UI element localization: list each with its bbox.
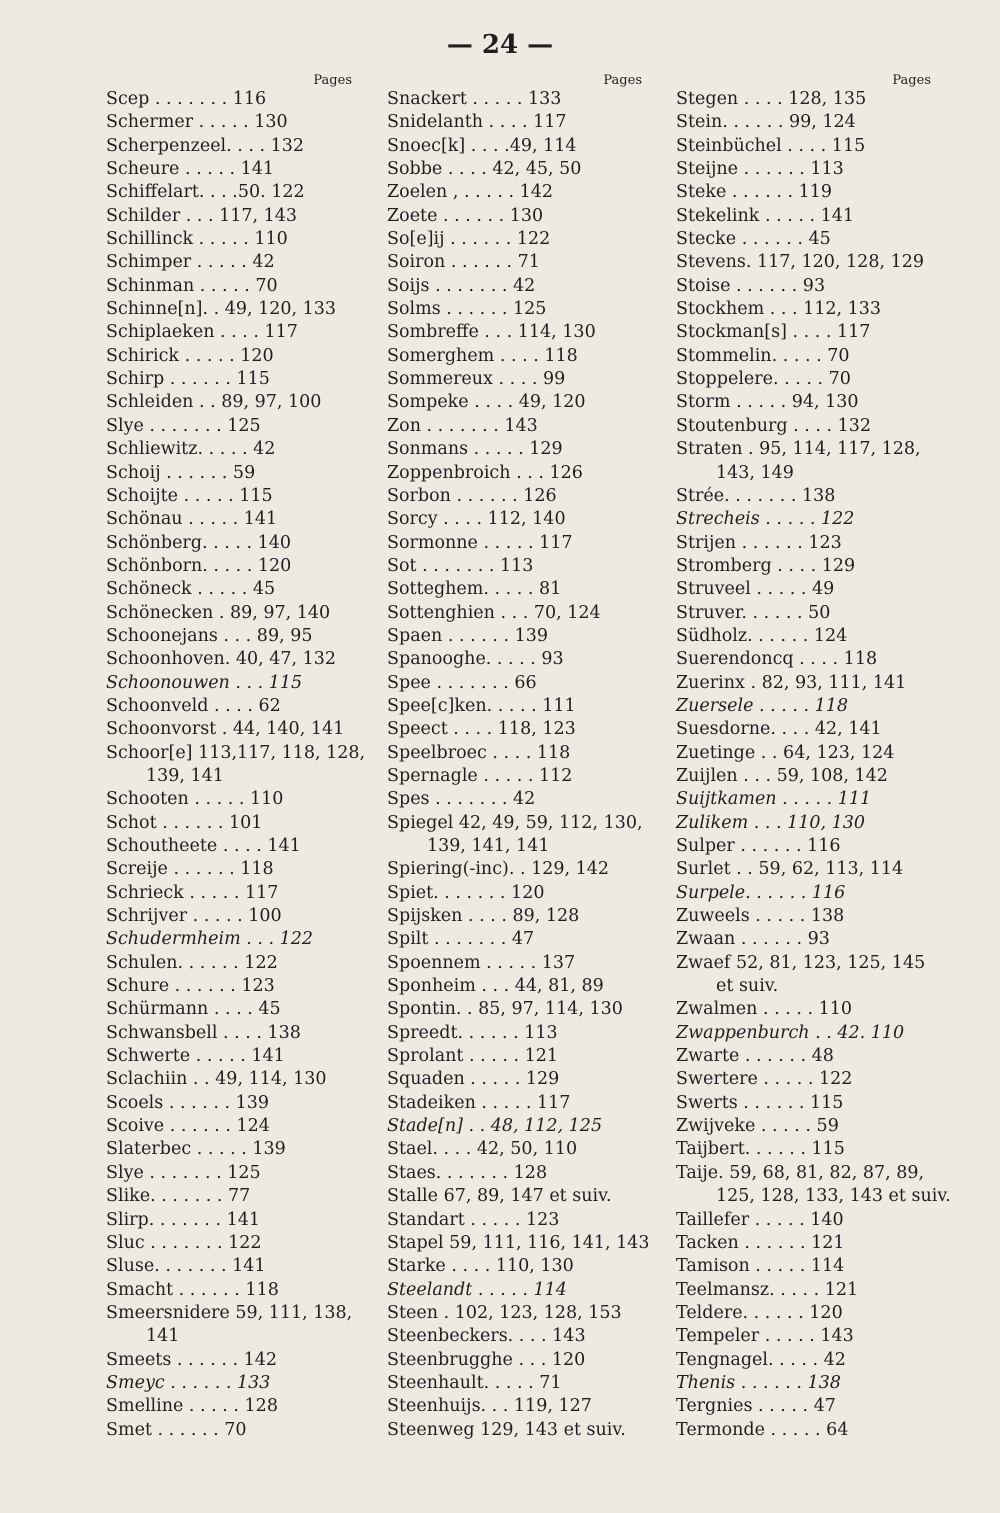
index-entry-continuation: 139, 141 [146, 765, 224, 786]
index-entry: Sottenghien . . . 70, 124 [387, 602, 601, 623]
pages-header: Pages [603, 73, 642, 88]
index-entry: Schürmann . . . . 45 [106, 999, 281, 1020]
index-entry: Slye . . . . . . . 125 [106, 415, 261, 436]
index-entry: So[e]ij . . . . . . 122 [387, 229, 551, 250]
index-entry: Steijne . . . . . . 113 [676, 159, 844, 180]
index-entry: Strée. . . . . . . 138 [676, 485, 836, 506]
index-entry: Schoor[e] 113,117, 118, 128, [106, 742, 366, 763]
index-entry: Sorcy . . . . 112, 140 [387, 509, 566, 530]
index-entry: Zoppenbroich . . . 126 [387, 462, 583, 483]
index-entry: Spiegel 42, 49, 59, 112, 130, [387, 812, 643, 833]
index-entry: Spilt . . . . . . . 47 [387, 929, 535, 950]
index-entry: Sormonne . . . . . 117 [387, 532, 573, 553]
index-column-1 [106, 73, 366, 1442]
index-entry: Steen . 102, 123, 128, 153 [387, 1302, 622, 1323]
index-entry: Stadeiken . . . . . 117 [387, 1092, 571, 1113]
index-entry: Schoonvorst . 44, 140, 141 [106, 719, 345, 740]
index-entry: Zoelen , . . . . . 142 [387, 182, 553, 203]
index-entry: Stevens. 117, 120, 128, 129 [676, 252, 924, 273]
page-number: — 24 — [446, 30, 554, 60]
index-entry: Spiering(-inc). . 129, 142 [387, 859, 609, 880]
index-entry: Teldere. . . . . . 120 [676, 1302, 843, 1323]
index-entry: Stapel 59, 111, 116, 141, 143 [387, 1232, 650, 1253]
entry-list [106, 88, 366, 1442]
index-entry: Steenbrugghe . . . 120 [387, 1349, 586, 1370]
index-entry: Speelbroec . . . . 118 [387, 742, 571, 763]
index-entry: Speect . . . . 118, 123 [387, 719, 576, 740]
index-entry: Zwappenburch . . 42. 110 [676, 1022, 905, 1043]
index-entry: Schirp . . . . . . 115 [106, 369, 270, 390]
index-entry: Tengnagel. . . . . 42 [676, 1349, 846, 1370]
index-entry: Stockman[s] . . . . 117 [676, 322, 871, 343]
index-entry: Steenhuijs. . . 119, 127 [387, 1396, 592, 1417]
index-entry: Schwansbell . . . . 138 [106, 1022, 301, 1043]
index-entry: Sompeke . . . . 49, 120 [387, 392, 586, 413]
index-entry: Spee . . . . . . . 66 [387, 672, 537, 693]
index-entry: Scoels . . . . . . 139 [106, 1092, 269, 1113]
index-entry: Schliewitz. . . . . 42 [106, 439, 276, 460]
index-entry: Stekelink . . . . . 141 [676, 205, 854, 226]
index-entry: Taillefer . . . . . 140 [676, 1209, 844, 1230]
index-entry: Schoonejans . . . 89, 95 [106, 625, 313, 646]
index-entry: Spaen . . . . . . 139 [387, 625, 548, 646]
index-entry: Stael. . . . 42, 50, 110 [387, 1139, 578, 1160]
index-entry: Stein. . . . . . 99, 124 [676, 112, 856, 133]
index-entry: Sombreffe . . . 114, 130 [387, 322, 596, 343]
index-entry: Surlet . . 59, 62, 113, 114 [676, 859, 904, 880]
index-entry: Stegen . . . . 128, 135 [676, 89, 867, 109]
index-entry: Schiplaeken . . . . 117 [106, 322, 298, 343]
index-entry: Schinman . . . . . 70 [106, 275, 278, 296]
index-entry: Surpele. . . . . . 116 [676, 882, 846, 903]
index-entry: Zwalmen . . . . . 110 [676, 999, 852, 1020]
index-entry: Schoijte . . . . . 115 [106, 485, 273, 506]
entry-list [387, 88, 650, 1442]
index-entry: Schulen. . . . . . 122 [106, 952, 278, 973]
index-entry: Termonde . . . . . 64 [676, 1419, 849, 1440]
index-entry: Smeets . . . . . . 142 [106, 1349, 278, 1370]
index-entry: Steelandt . . . . . 114 [387, 1279, 567, 1300]
index-entry: Snackert . . . . . 133 [387, 89, 562, 109]
index-entry: Swertere . . . . . 122 [676, 1069, 853, 1090]
index-entry: Taije. 59, 68, 81, 82, 87, 89, [676, 1162, 925, 1183]
index-entry: Steinbüchel . . . . 115 [676, 135, 866, 156]
index-entry: Strijen . . . . . . 123 [676, 532, 842, 553]
index-entry: Sonmans . . . . . 129 [387, 439, 563, 460]
index-entry: Slirp. . . . . . . 141 [106, 1209, 261, 1230]
index-entry: Schoonouwen . . . 115 [106, 672, 303, 693]
index-entry: Stoppelere. . . . . 70 [676, 369, 851, 390]
index-entry: Schrieck . . . . . 117 [106, 882, 279, 903]
index-entry: Sluc . . . . . . . 122 [106, 1232, 262, 1253]
index-entry: Schiffelart. . . .50. 122 [106, 182, 305, 203]
index-entry: Zwijveke . . . . . 59 [676, 1116, 839, 1137]
index-entry: Snidelanth . . . . 117 [387, 112, 567, 133]
index-entry: Somerghem . . . . 118 [387, 345, 578, 366]
index-entry: Schoutheete . . . . 141 [106, 836, 301, 856]
index-entry: Spanooghe. . . . . 93 [387, 649, 564, 670]
index-entry: Tergnies . . . . . 47 [676, 1396, 836, 1417]
index-entry: Schoonhoven. 40, 47, 132 [106, 649, 337, 670]
index-entry: Schönborn. . . . . 120 [106, 555, 292, 576]
index-entry: Stoutenburg . . . . 132 [676, 415, 871, 436]
index-entry: Stromberg . . . . 129 [676, 555, 856, 576]
index-entry: Storm . . . . . 94, 130 [676, 392, 859, 413]
index-entry: Straten . 95, 114, 117, 128, [676, 439, 921, 460]
index-entry: Sulper . . . . . . 116 [676, 836, 841, 856]
index-entry: Spreedt. . . . . . 113 [387, 1022, 558, 1043]
index-entry: Sprolant . . . . . 121 [387, 1046, 559, 1067]
index-entry: Zulikem . . . 110, 130 [676, 812, 866, 833]
index-entry: Schönberg. . . . . 140 [106, 532, 292, 553]
index-entry: Stommelin. . . . . 70 [676, 345, 850, 366]
index-entry: Spes . . . . . . . 42 [387, 789, 536, 810]
index-entry: Soiron . . . . . . 71 [387, 252, 540, 273]
index-entry: Slaterbec . . . . . 139 [106, 1139, 286, 1160]
index-entry: Starke . . . . 110, 130 [387, 1256, 574, 1277]
index-entry: Strecheis . . . . . 122 [676, 509, 855, 530]
index-entry: Spijsken . . . . 89, 128 [387, 906, 580, 927]
index-entry: Scep . . . . . . . 116 [106, 89, 267, 109]
index-entry: Schot . . . . . . 101 [106, 812, 263, 833]
index-entry: Zuweels . . . . . 138 [676, 906, 845, 927]
index-entry: Soijs . . . . . . . 42 [387, 275, 536, 296]
index-entry: Sot . . . . . . . 113 [387, 555, 534, 576]
index-entry: Schillinck . . . . . 110 [106, 229, 288, 250]
index-entry: Schure . . . . . . 123 [106, 976, 275, 997]
index-entry: Standart . . . . . 123 [387, 1209, 560, 1230]
index-entry: Spernagle . . . . . 112 [387, 765, 573, 786]
index-entry: Zwarte . . . . . . 48 [676, 1046, 834, 1067]
index-entry: Scherpenzeel. . . . 132 [106, 135, 305, 156]
index-entry: Struver. . . . . . 50 [676, 602, 831, 623]
index-entry: Staes. . . . . . . 128 [387, 1162, 548, 1183]
index-entry: Schoij . . . . . . 59 [106, 462, 256, 483]
index-entry: Swerts . . . . . . 115 [676, 1092, 844, 1113]
index-entry: Schrijver . . . . . 100 [106, 906, 282, 927]
index-entry: Steke . . . . . . 119 [676, 182, 833, 203]
index-entry: Schönau . . . . . 141 [106, 509, 278, 530]
index-entry-continuation: 139, 141, 141 [427, 836, 550, 856]
index-entry: Schimper . . . . . 42 [106, 252, 275, 273]
index-entry: Sclachiin . . 49, 114, 130 [106, 1069, 327, 1090]
index-entry: Sluse. . . . . . . 141 [106, 1256, 266, 1277]
index-entry: Smeersnidere 59, 111, 138, [106, 1302, 353, 1323]
index-entry: Zwaan . . . . . . 93 [676, 929, 830, 950]
entry-list [676, 88, 951, 1442]
index-entry: Squaden . . . . . 129 [387, 1069, 560, 1090]
index-entry: Zon . . . . . . . 143 [387, 415, 538, 436]
index-entry: Stoise . . . . . . 93 [676, 275, 826, 296]
index-entry: Sobbe . . . . 42, 45, 50 [387, 159, 582, 180]
index-entry: Thenis . . . . . . 138 [676, 1372, 841, 1393]
index-entry: Tempeler . . . . . 143 [676, 1326, 854, 1347]
index-entry: Sotteghem. . . . . 81 [387, 579, 562, 600]
index-entry: Spee[c]ken. . . . . 111 [387, 695, 576, 716]
index-entry: Sponheim . . . 44, 81, 89 [387, 976, 604, 997]
index-column-3 [676, 73, 951, 1442]
index-entry: Teelmansz. . . . . 121 [676, 1279, 859, 1300]
index-entry: Steenweg 129, 143 et suiv. [387, 1419, 626, 1440]
index-entry: Stalle 67, 89, 147 et suiv. [387, 1186, 612, 1207]
index-entry: Schermer . . . . . 130 [106, 112, 288, 133]
index-entry: Schooten . . . . . 110 [106, 789, 284, 810]
pages-header: Pages [313, 73, 352, 88]
index-entry: Suesdorne. . . . 42, 141 [676, 719, 882, 740]
index-entry: Schudermheim . . . 122 [106, 929, 314, 950]
index-entry: Zuerinx . 82, 93, 111, 141 [676, 672, 907, 693]
pages-header: Pages [892, 73, 931, 88]
index-entry-continuation: 141 [146, 1326, 180, 1347]
index-entry: Schilder . . . 117, 143 [106, 205, 298, 226]
index-entry: Schöneck . . . . . 45 [106, 579, 276, 600]
index-entry: Suerendoncq . . . . 118 [676, 649, 878, 670]
index-entry: Zuersele . . . . . 118 [676, 695, 849, 716]
index-entry: Smeyc . . . . . . 133 [106, 1372, 271, 1393]
index-entry: Slye . . . . . . . 125 [106, 1162, 261, 1183]
index-entry: Struveel . . . . . 49 [676, 579, 835, 600]
index-entry: Schleiden . . 89, 97, 100 [106, 392, 322, 413]
index-entry: Zuetinge . . 64, 123, 124 [676, 742, 895, 763]
index-entry: Stockhem . . . 112, 133 [676, 299, 882, 320]
index-entry: Stade[n] . . 48, 112, 125 [387, 1116, 603, 1137]
index-entry-continuation: 143, 149 [716, 462, 794, 483]
index-entry: Schoonveld . . . . 62 [106, 695, 281, 716]
index-entry: Steenhault. . . . . 71 [387, 1372, 562, 1393]
index-column-2 [387, 73, 650, 1442]
index-entry: Solms . . . . . . 125 [387, 299, 547, 320]
index-entry: Smacht . . . . . . 118 [106, 1279, 279, 1300]
index-entry: Slike. . . . . . . 77 [106, 1186, 251, 1207]
index-entry: Taijbert. . . . . . 115 [676, 1139, 845, 1160]
index-entry: Spoennem . . . . . 137 [387, 952, 576, 973]
index-entry: Smelline . . . . . 128 [106, 1396, 278, 1417]
index-entry: Schönecken . 89, 97, 140 [106, 602, 331, 623]
index-entry: Sommereux . . . . 99 [387, 369, 566, 390]
index-entry: Scoive . . . . . . 124 [106, 1116, 270, 1137]
index-entry: Smet . . . . . . 70 [106, 1419, 247, 1440]
index-entry: Schinne[n]. . 49, 120, 133 [106, 299, 337, 320]
index-entry: Zwaef 52, 81, 123, 125, 145 [676, 952, 926, 973]
index-entry-continuation: 125, 128, 133, 143 et suiv. [716, 1186, 951, 1207]
index-entry: Stecke . . . . . . 45 [676, 229, 831, 250]
index-entry: Suijtkamen . . . . . 111 [676, 789, 872, 810]
index-entry: Snoec[k] . . . .49, 114 [387, 135, 577, 156]
index-entry: Spontin. . 85, 97, 114, 130 [387, 999, 623, 1020]
index-entry: Tamison . . . . . 114 [676, 1256, 845, 1277]
index-entry: Scheure . . . . . 141 [106, 159, 275, 180]
index-entry: Spiet. . . . . . . 120 [387, 882, 545, 903]
index-entry: Screije . . . . . . 118 [106, 859, 274, 880]
index-entry: Zoete . . . . . . 130 [387, 205, 544, 226]
index-entry: Schwerte . . . . . 141 [106, 1046, 285, 1067]
index-entry: Südholz. . . . . . 124 [676, 625, 848, 646]
index-entry: Schirick . . . . . 120 [106, 345, 274, 366]
index-entry: Tacken . . . . . . 121 [676, 1232, 845, 1253]
index-entry: Zuijlen . . . 59, 108, 142 [676, 765, 888, 786]
index-entry: Sorbon . . . . . . 126 [387, 485, 557, 506]
index-entry-continuation: et suiv. [716, 976, 779, 997]
index-entry: Steenbeckers. . . . 143 [387, 1326, 586, 1347]
